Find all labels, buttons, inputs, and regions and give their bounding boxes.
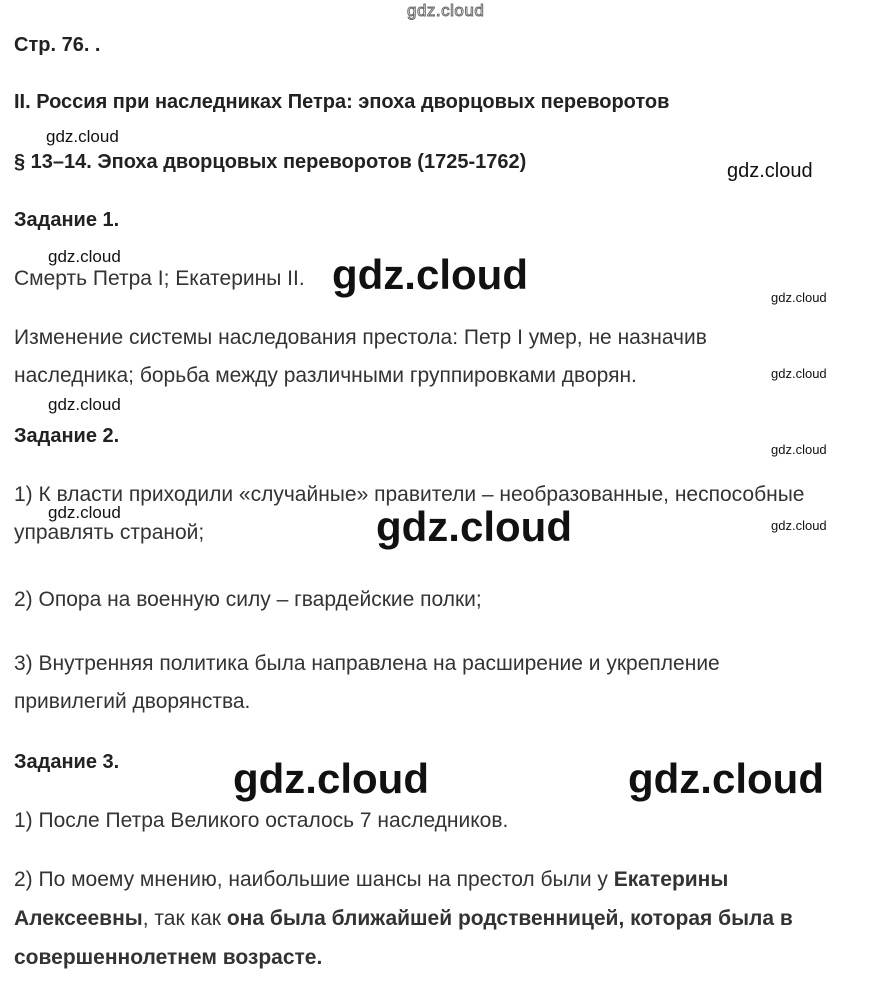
task3-item2-prefix: 2) По моему мнению, наибольшие шансы на престол были у xyxy=(14,868,614,891)
task3-item2-line2 xyxy=(14,900,793,938)
task3-item2-name2: Алексеевны xyxy=(14,907,143,930)
task1-line3: наследника; борьба между различными группировками дворян. xyxy=(14,364,637,387)
watermark: gdz.cloud xyxy=(771,518,827,533)
task3-item2-reason1: она была ближайшей родственницей, которая была в xyxy=(226,907,793,930)
watermark: gdz.cloud xyxy=(376,503,572,550)
watermark: gdz.cloud xyxy=(771,442,827,457)
watermark: gdz.cloud xyxy=(771,290,827,305)
watermark: gdz.cloud xyxy=(48,395,121,414)
page-label: Стр. 76. . xyxy=(14,34,101,56)
task2-item2: 2) Опора на военную силу – гвардейские полки; xyxy=(14,588,482,611)
task1-line2: Изменение системы наследования престола: Петр I умер, не назначив xyxy=(14,326,707,349)
task3-item2-line1 xyxy=(14,861,728,899)
task3-item2-line3: совершеннолетнем возрасте. xyxy=(14,946,323,969)
task3-item1: 1) После Петра Великого осталось 7 наследников. xyxy=(14,809,509,832)
watermark: gdz.cloud xyxy=(771,366,827,381)
task2-item3-line2: привилегий дворянства. xyxy=(14,690,251,713)
watermark: gdz.cloud xyxy=(233,755,429,802)
watermark: gdz.cloud xyxy=(48,247,121,266)
task1-title: Задание 1. xyxy=(14,209,120,231)
watermark: gdz.cloud xyxy=(46,127,119,146)
task3-item2-name1: Екатерины xyxy=(613,868,729,891)
paragraph-title: § 13–14. Эпоха дворцовых переворотов (1725-1762) xyxy=(14,151,527,173)
task3-item2-middle: , так как xyxy=(142,907,227,930)
watermark: gdz.cloud xyxy=(48,503,121,522)
watermark: gdz.cloud xyxy=(727,160,813,182)
watermark: gdz.cloud xyxy=(332,251,528,298)
task1-line1: Смерть Петра I; Екатерины II. xyxy=(14,267,305,290)
task2-item1-line2: управлять страной; xyxy=(14,521,205,544)
task2-item1-line1: 1) К власти приходили «случайные» правители – необразованные, неспособные xyxy=(14,483,805,506)
task3-title: Задание 3. xyxy=(14,751,120,773)
header-watermark: gdz.cloud xyxy=(407,1,485,20)
part-title: II. Россия при наследниках Петра: эпоха дворцовых переворотов xyxy=(14,91,670,113)
task2-item3-line1: 3) Внутренняя политика была направлена на расширение и укрепление xyxy=(14,652,720,675)
watermark: gdz.cloud xyxy=(628,755,824,802)
task2-title: Задание 2. xyxy=(14,425,120,447)
